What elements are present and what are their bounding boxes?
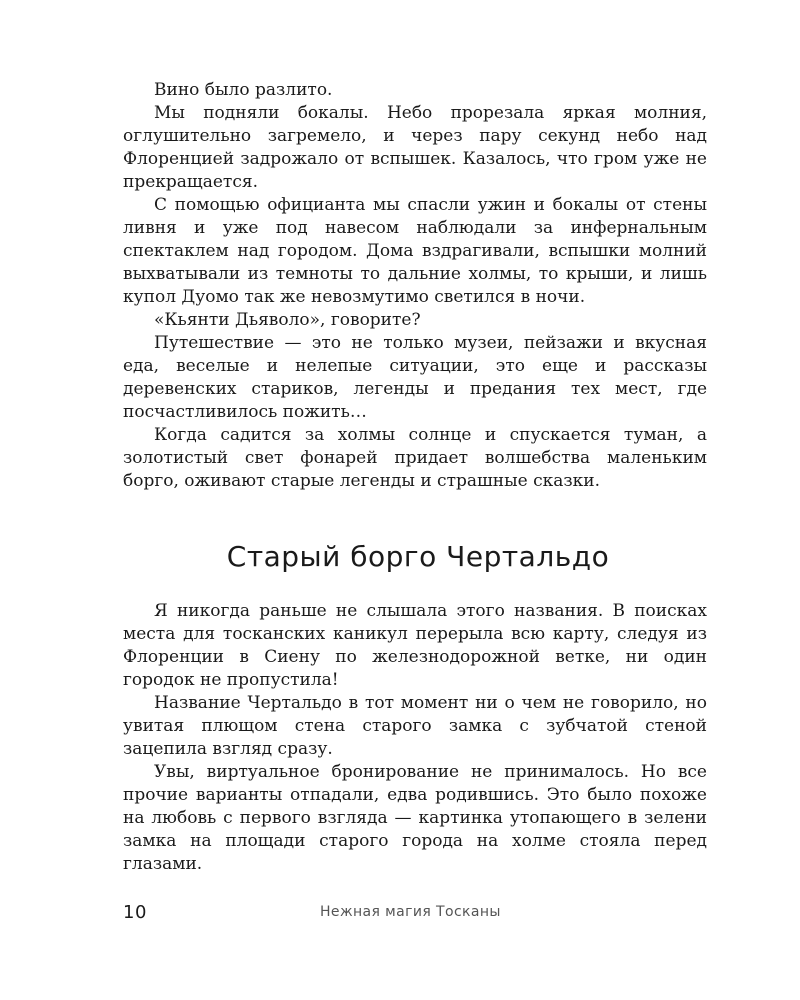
paragraph: Название Чертальдо в тот момент ни о чем не говорило, но увитая плющом стена старого замка с зубчатой стеной зацепила взгляд сразу. [123, 693, 707, 759]
paragraph: Мы подняли бокалы. Небо прорезала яркая молния, оглушительно загремело, и через пару секунд небо над Флоренцией задрожало от вспышек. Казалось, что гром уже не прекращается. [123, 103, 707, 192]
paragraph: Когда садится за холмы солнце и спускается туман, а золотистый свет фонарей придает волшебства маленьким борго, оживают старые легенды и страшные сказки. [123, 425, 707, 491]
text-block-bottom [123, 600, 707, 876]
paragraph: Вино было разлито. [154, 80, 333, 100]
paragraph: «Кьянти Дьяволо», говорите? [154, 310, 421, 330]
page-footer [0, 902, 800, 926]
paragraph: Путешествие — это не только музеи, пейзажи и вкусная еда, веселые и нелепые ситуации, это еще и рассказы деревенских стариков, легенды и предания тех мест, где посчастливилось пожить… [123, 333, 707, 422]
running-title: Нежная магия Тосканы [320, 904, 501, 920]
section-heading: Старый борго Чертальдо [226, 540, 610, 573]
page-number: 10 [123, 902, 147, 923]
paragraph: Я никогда раньше не слышала этого названия. В поисках места для тосканских каникул перерыла всю карту, следуя из Флоренции в Сиену по железнодорожной ветке, ни один городок не пропустила! [123, 601, 707, 690]
paragraph: С помощью официанта мы спасли ужин и бокалы от стены ливня и уже под навесом наблюдали за инфернальным спектаклем над городом. Дома вздрагивали, вспышки молний выхватывали из темноты то дальние холмы, то крыши, и лишь купол Дуомо так же невозмутимо светился в ночи. [123, 195, 707, 307]
text-block-top [123, 79, 707, 493]
paragraph: Увы, виртуальное бронирование не принималось. Но все прочие варианты отпадали, едва родившись. Это было похоже на любовь с первого взгляда — картинка утопающего в зелени замка на площади старого города на холме стояла перед глазами. [123, 762, 707, 874]
